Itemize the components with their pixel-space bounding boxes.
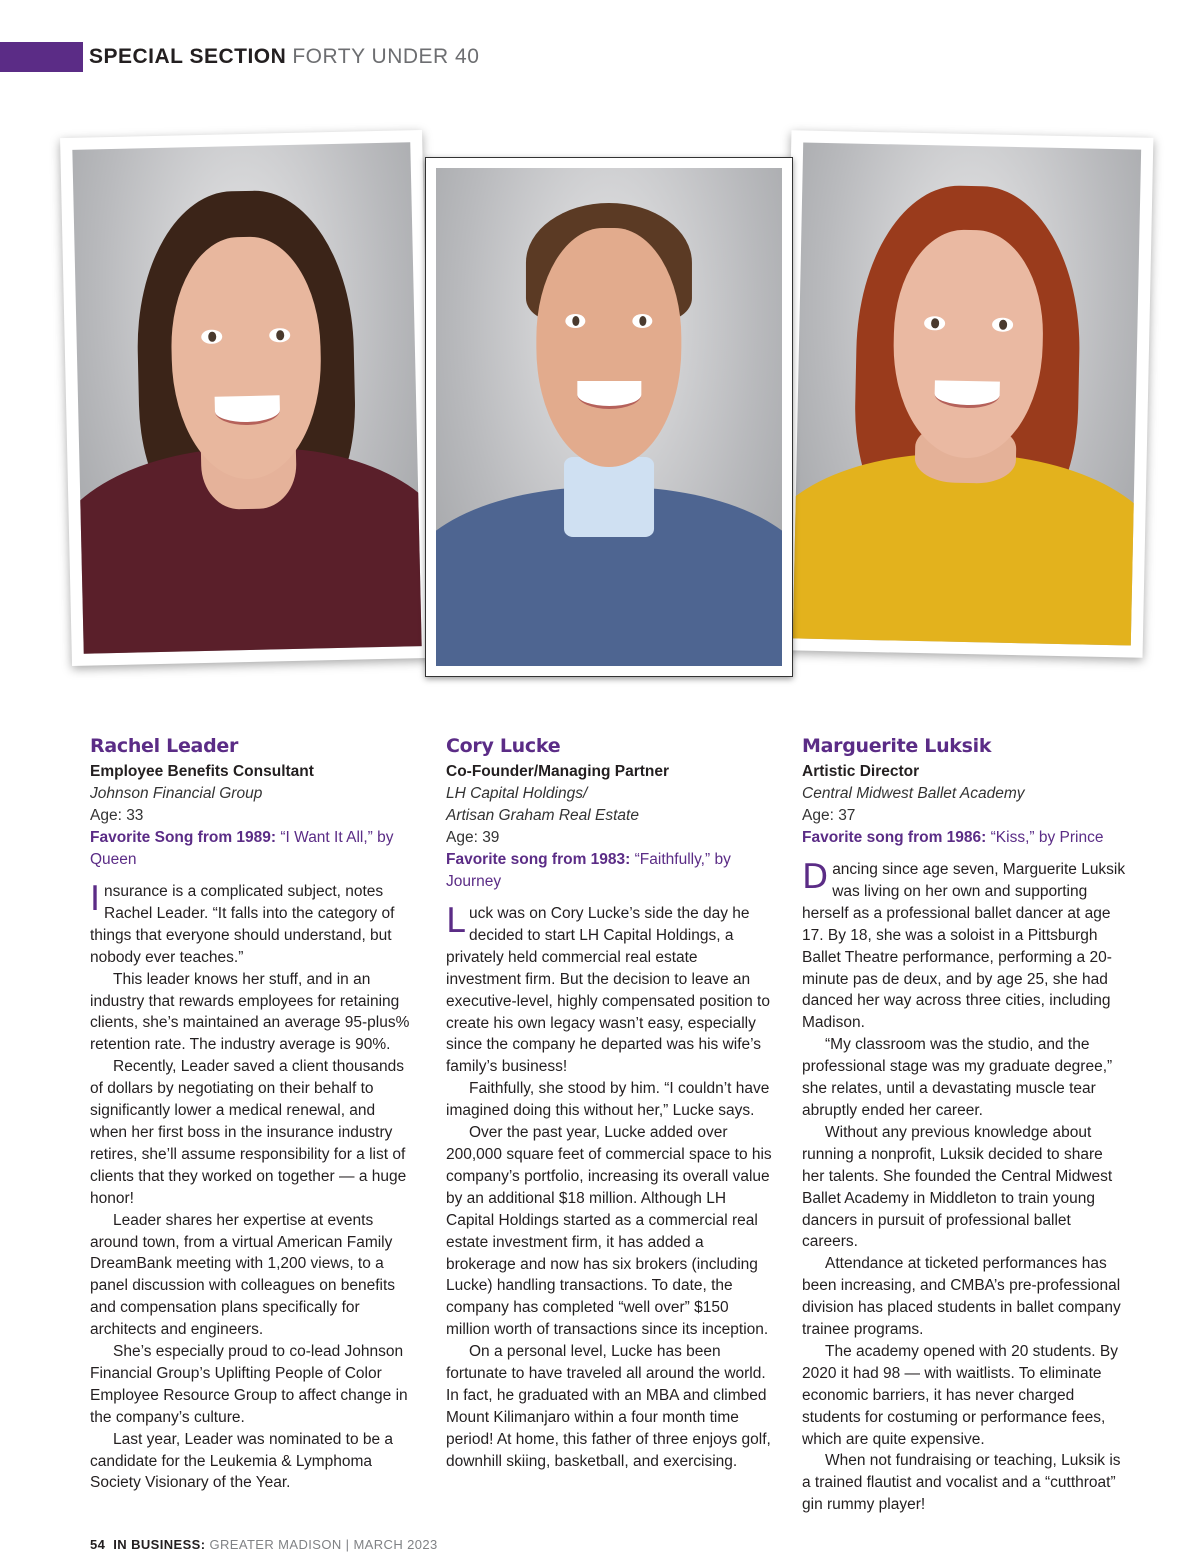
profile-column-2 (446, 734, 772, 1473)
story-paragraph: When not fundraising or teaching, Luksik is a trained flautist and vocalist and a “cutthroat” gin rummy player! (802, 1452, 1121, 1514)
story-paragraph: Faithfully, she stood by him. “I couldn’t have imagined doing this without her,” Lucke says. (446, 1080, 770, 1120)
story-paragraph: Last year, Leader was nominated to be a candidate for the Leukemia & Lymphoma Society Visionary of the Year. (90, 1430, 394, 1492)
profile-age: Age: 37 (802, 807, 856, 824)
publication-edition: GREATER MADISON | MARCH 2023 (209, 1537, 438, 1552)
story-paragraph: Over the past year, Lucke added over 200,000 square feet of commercial space to his company’s portfolio, increasing its overall value by an additional $18 million. Although LH Capital Holdings started as a commercial real estate investment firm, it has added a brokerage and now has six brokers (including Lucke) handling transactions. To date, the company has completed “well over” $150 million worth of transactions since its inception. (446, 1124, 772, 1339)
profile-favorite-song (802, 827, 1128, 849)
drop-cap: I (90, 879, 101, 919)
story-paragraph: Recently, Leader saved a client thousands of dollars by negotiating on their behalf to significantly lower a medical renewal, and when her first boss in the insurance industry retires, she’ll assume responsibility for a list of clients that they worked on together — a huge honor! (90, 1058, 407, 1207)
story-paragraph: Leader shares her expertise at events around town, from a virtual American Family DreamBank meeting with 1,200 views, to a panel discussion with colleagues on benefits and compensation plans specifically for architects and engineers. (90, 1211, 396, 1339)
profile-company: LH Capital Holdings/ (446, 785, 588, 802)
profile-column-1 (90, 734, 416, 1494)
story-paragraph: Without any previous knowledge about running a nonprofit, Luksik decided to share her talents. She founded the Central Midwest Ballet Academy in Middleton to train young dancers in pursuit of professional ballet careers. (802, 1123, 1113, 1251)
profile-title: Employee Benefits Consultant (90, 763, 314, 780)
story-paragraph: Luck was on Cory Lucke’s side the day he decided to start LH Capital Holdings, a privately held commercial real estate investment firm. But the decision to leave an executive-level, highly compensated position to create his own legacy wasn’t easy, especially since the company he departed was his wife’s family’s business! (446, 901, 770, 1076)
favorite-song-value: “Kiss,” by Prince (990, 829, 1104, 846)
profile-story (90, 881, 416, 1494)
story-paragraph: This leader knows her stuff, and in an industry that rewards employees for retaining clients, she’s maintained an average 95-plus% retention rate. The industry average is 90%. (90, 970, 410, 1054)
portrait-photo-cory-lucke (425, 157, 793, 677)
profile-company-line-2: Artisan Graham Real Estate (446, 807, 639, 824)
profile-column-3 (802, 734, 1128, 1516)
profile-favorite-song (90, 827, 416, 871)
portrait-photo-rachel-leader (60, 130, 434, 666)
profile-story (802, 859, 1128, 1516)
profile-favorite-song (446, 849, 772, 893)
section-label: SPECIAL SECTION (89, 45, 287, 68)
profile-company: Central Midwest Ballet Academy (802, 785, 1025, 802)
drop-cap: D (802, 857, 829, 897)
section-header (89, 45, 479, 69)
story-paragraph: Insurance is a complicated subject, notes Rachel Leader. “It falls into the category of things that everyone should understand, but nobody ever teaches.” (90, 879, 395, 966)
story-paragraph: Dancing since age seven, Marguerite Luksik was living on her own and supporting herself as a professional ballet dancer at age 17. By 18, she was a soloist in a Pittsburgh Ballet Theatre performance, performing a 20-minute pas de deux, and by age 25, she had danced her way across three cities, including Madison. (802, 857, 1126, 1032)
story-paragraph: On a personal level, Lucke has been fortunate to have traveled all around the world. In fact, he graduated with an MBA and climbed Mount Kilimanjaro within a four month time period! At home, this father of three enjoys golf, downhill skiing, basketball, and exercising. (446, 1343, 771, 1470)
section-color-bar (0, 42, 83, 72)
profile-age: Age: 39 (446, 829, 500, 846)
profile-title: Co-Founder/Managing Partner (446, 763, 670, 780)
publication-name: IN BUSINESS: (113, 1537, 206, 1552)
profile-name: Rachel Leader (90, 735, 239, 757)
profile-name: Marguerite Luksik (802, 735, 992, 757)
profile-name: Cory Lucke (446, 735, 561, 757)
story-paragraph: The academy opened with 20 students. By 2020 it had 98 — with waitlists. To eliminate economic barriers, it has never charged students for costuming or performance fees, which are quite expensive. (802, 1342, 1118, 1448)
favorite-song-label: Favorite song from 1986: (802, 829, 987, 846)
story-paragraph: “My classroom was the studio, and the professional stage was my graduate degree,” she relates, until a devastating muscle tear abruptly ended her career. (802, 1036, 1113, 1119)
drop-cap: L (446, 901, 465, 941)
favorite-song-value: “I Want It All,” by Queen (90, 829, 394, 868)
profile-story (446, 903, 772, 1473)
story-paragraph: Attendance at ticketed performances has been increasing, and CMBA’s pre-professional division has placed students in ballet company trainee programs. (802, 1255, 1121, 1339)
profile-title: Artistic Director (802, 763, 920, 780)
portrait-photo-marguerite-luksik (781, 130, 1154, 657)
favorite-song-label: Favorite Song from 1989: (90, 829, 277, 846)
story-paragraph: She’s especially proud to co-lead Johnson Financial Group’s Uplifting People of Color Employee Resource Group to affect change in the company’s culture. (90, 1343, 408, 1426)
page-footer (90, 1537, 438, 1552)
favorite-song-label: Favorite song from 1983: (446, 851, 631, 868)
page-number: 54 (90, 1537, 106, 1552)
section-name: FORTY UNDER 40 (292, 45, 480, 68)
profile-company: Johnson Financial Group (90, 785, 263, 802)
profile-age: Age: 33 (90, 807, 144, 824)
favorite-song-value: “Faithfully,” by Journey (446, 851, 731, 890)
